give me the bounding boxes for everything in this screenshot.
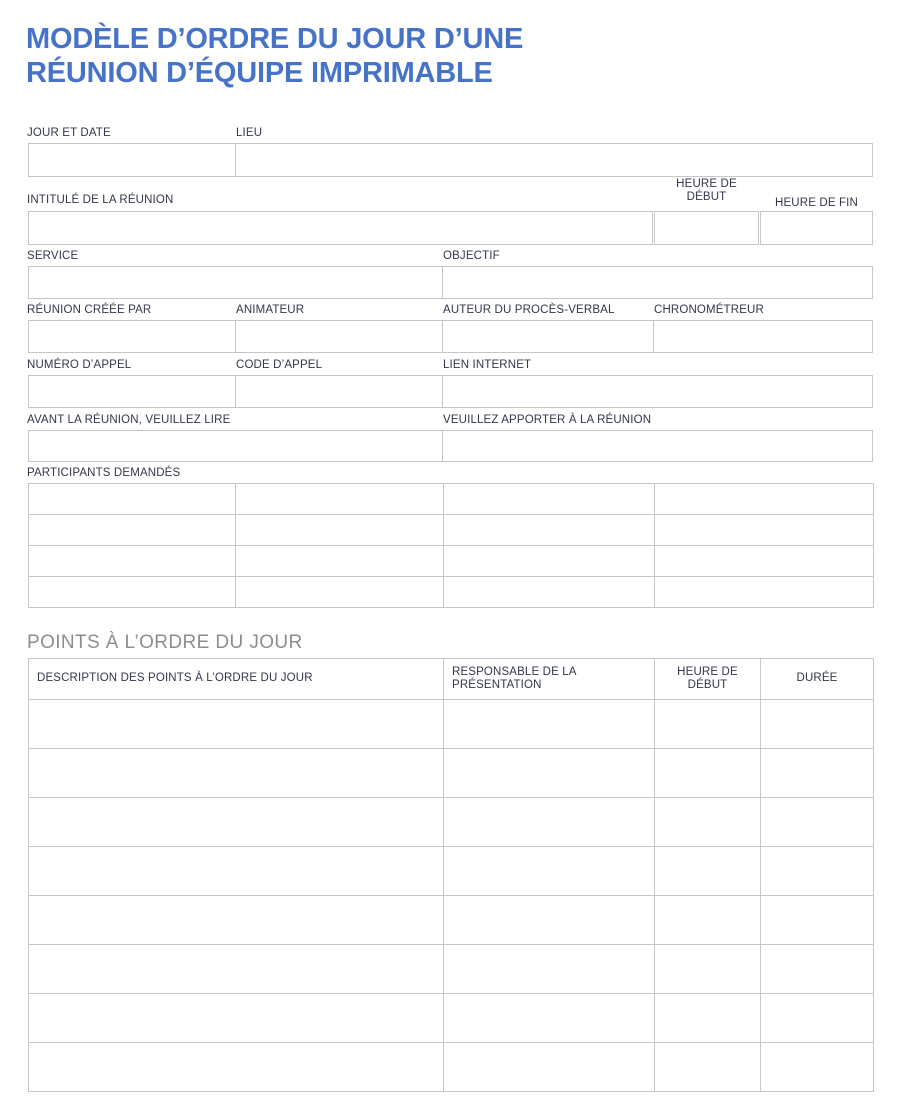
participant-cell[interactable]: [236, 484, 444, 515]
agenda-cell-heure-debut[interactable]: [655, 847, 761, 896]
agenda-cell-responsable[interactable]: [444, 798, 655, 847]
agenda-cell-responsable[interactable]: [444, 847, 655, 896]
table-row: [29, 577, 874, 608]
input-avant-la-reunion[interactable]: [28, 430, 443, 462]
agenda-cell-responsable[interactable]: [444, 700, 655, 749]
participant-cell[interactable]: [444, 546, 655, 577]
label-service: SERVICE: [27, 250, 79, 262]
agenda-cell-description[interactable]: [29, 896, 444, 945]
label-lieu: LIEU: [236, 127, 263, 139]
table-row: [29, 749, 874, 798]
agenda-col-heure-debut: [655, 659, 761, 700]
table-row: [29, 896, 874, 945]
agenda-cell-heure-debut[interactable]: [655, 798, 761, 847]
table-row: [29, 484, 874, 515]
agenda-section-heading: POINTS À L’ORDRE DU JOUR: [27, 632, 303, 653]
label-avant-la-reunion: AVANT LA RÉUNION, VEUILLEZ LIRE: [27, 414, 231, 426]
input-intitule-reunion[interactable]: [28, 211, 653, 245]
participant-cell[interactable]: [236, 546, 444, 577]
agenda-col-responsable-line-1: RESPONSABLE DE LA: [452, 665, 577, 678]
input-chronometreur[interactable]: [653, 320, 873, 353]
label-heure-de-debut-line-1: HEURE DE: [676, 178, 737, 190]
table-row: [29, 847, 874, 896]
participant-cell[interactable]: [29, 577, 236, 608]
participant-cell[interactable]: [29, 546, 236, 577]
agenda-cell-responsable[interactable]: [444, 1043, 655, 1092]
input-jour-et-date[interactable]: [28, 143, 236, 177]
participant-cell[interactable]: [655, 484, 874, 515]
agenda-cell-duree[interactable]: [761, 994, 874, 1043]
input-numero-appel[interactable]: [28, 375, 236, 408]
agenda-col-duree: DURÉE: [761, 659, 874, 700]
agenda-cell-description[interactable]: [29, 994, 444, 1043]
agenda-cell-duree[interactable]: [761, 945, 874, 994]
input-animateur[interactable]: [235, 320, 443, 353]
label-objectif: OBJECTIF: [443, 250, 500, 262]
table-row: [29, 515, 874, 546]
participant-cell[interactable]: [444, 577, 655, 608]
input-objectif[interactable]: [442, 266, 873, 299]
agenda-cell-duree[interactable]: [761, 896, 874, 945]
agenda-cell-responsable[interactable]: [444, 749, 655, 798]
input-auteur-proces-verbal[interactable]: [442, 320, 654, 353]
participant-cell[interactable]: [236, 515, 444, 546]
label-heure-de-debut-line-2: DÉBUT: [686, 191, 727, 203]
input-heure-de-debut[interactable]: [654, 211, 759, 245]
label-code-appel: CODE D’APPEL: [236, 359, 323, 371]
input-lien-internet[interactable]: [442, 375, 873, 408]
agenda-cell-description[interactable]: [29, 700, 444, 749]
table-row: [29, 1043, 874, 1092]
agenda-header-row: [29, 659, 874, 700]
participant-cell[interactable]: [655, 546, 874, 577]
agenda-cell-responsable[interactable]: [444, 945, 655, 994]
participant-cell[interactable]: [29, 484, 236, 515]
label-numero-appel: NUMÉRO D’APPEL: [27, 359, 132, 371]
agenda-cell-description[interactable]: [29, 1043, 444, 1092]
agenda-table: [28, 658, 874, 1092]
agenda-cell-duree[interactable]: [761, 847, 874, 896]
input-code-appel[interactable]: [235, 375, 443, 408]
agenda-col-responsable-line-2: PRÉSENTATION: [452, 679, 542, 691]
agenda-col-description: DESCRIPTION DES POINTS À L’ORDRE DU JOUR: [29, 659, 444, 700]
label-reunion-creee-par: RÉUNION CRÉÉE PAR: [27, 304, 152, 316]
agenda-cell-duree[interactable]: [761, 798, 874, 847]
input-lieu[interactable]: [235, 143, 873, 177]
agenda-cell-description[interactable]: [29, 798, 444, 847]
label-lien-internet: LIEN INTERNET: [443, 359, 532, 371]
agenda-cell-responsable[interactable]: [444, 896, 655, 945]
agenda-cell-heure-debut[interactable]: [655, 994, 761, 1043]
agenda-cell-duree[interactable]: [761, 700, 874, 749]
page-title: [26, 22, 846, 90]
label-jour-et-date: JOUR ET DATE: [27, 127, 111, 139]
agenda-cell-duree[interactable]: [761, 1043, 874, 1092]
page-title-line-2: RÉUNION D’ÉQUIPE IMPRIMABLE: [26, 57, 493, 89]
agenda-cell-heure-debut[interactable]: [655, 700, 761, 749]
participant-cell[interactable]: [655, 515, 874, 546]
agenda-cell-description[interactable]: [29, 847, 444, 896]
agenda-cell-heure-debut[interactable]: [655, 749, 761, 798]
agenda-cell-heure-debut[interactable]: [655, 945, 761, 994]
agenda-cell-responsable[interactable]: [444, 994, 655, 1043]
participant-cell[interactable]: [444, 484, 655, 515]
participant-cell[interactable]: [655, 577, 874, 608]
agenda-cell-description[interactable]: [29, 749, 444, 798]
label-heure-de-fin: HEURE DE FIN: [775, 197, 858, 209]
table-row: [29, 700, 874, 749]
agenda-cell-heure-debut[interactable]: [655, 1043, 761, 1092]
table-row: [29, 945, 874, 994]
agenda-col-heure-debut-line-2: DÉBUT: [687, 679, 728, 691]
agenda-cell-duree[interactable]: [761, 749, 874, 798]
label-chronometreur: CHRONOMÉTREUR: [654, 304, 764, 316]
input-heure-de-fin[interactable]: [760, 211, 873, 245]
agenda-cell-description[interactable]: [29, 945, 444, 994]
table-row: [29, 798, 874, 847]
agenda-cell-heure-debut[interactable]: [655, 896, 761, 945]
label-veuillez-apporter: VEUILLEZ APPORTER À LA RÉUNION: [443, 414, 652, 426]
label-auteur-proces-verbal: AUTEUR DU PROCÈS-VERBAL: [443, 304, 615, 316]
input-reunion-creee-par[interactable]: [28, 320, 236, 353]
table-row: [29, 546, 874, 577]
label-participants-demandes: PARTICIPANTS DEMANDÉS: [27, 467, 181, 479]
label-intitule-reunion: INTITULÉ DE LA RÉUNION: [27, 194, 174, 206]
input-veuillez-apporter[interactable]: [442, 430, 873, 462]
participant-cell[interactable]: [29, 515, 236, 546]
participant-cell[interactable]: [444, 515, 655, 546]
page-title-line-1: MODÈLE D’ORDRE DU JOUR D’UNE: [26, 23, 524, 55]
input-service[interactable]: [28, 266, 443, 299]
participants-table: [28, 483, 874, 608]
participant-cell[interactable]: [236, 577, 444, 608]
agenda-col-responsable: [444, 659, 655, 700]
label-animateur: ANIMATEUR: [236, 304, 305, 316]
agenda-col-heure-debut-line-1: HEURE DE: [677, 665, 738, 678]
table-row: [29, 994, 874, 1043]
